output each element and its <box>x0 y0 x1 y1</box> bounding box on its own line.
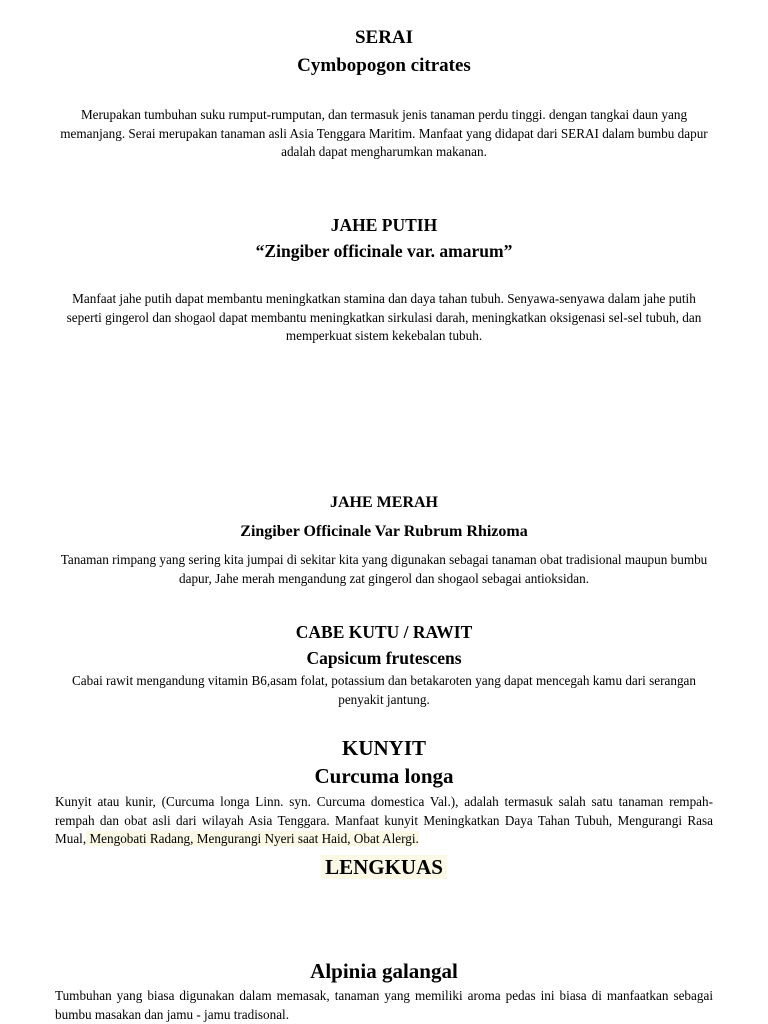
lengkuas-title: LENGKUAS <box>321 855 447 879</box>
serai-description: Merupakan tumbuhan suku rumput-rumputan, dan termasuk jenis tanaman perdu tinggi. dengan tangkai daun yang memanjang. Serai merupakan tanaman asli Asia Tenggara Maritim. Manfaat yang didapat dari SERAI dalam bumbu dapur adalah dapat mengharumkan makanan. <box>60 107 708 159</box>
jahe-putih-title: JAHE PUTIH <box>330 215 438 235</box>
jahe-putih-description: Manfaat jahe putih dapat membantu meningkatkan stamina dan daya tahan tubuh. Senyawa-senyawa dalam jahe putih seperti gingerol dan shogaol dapat membantu meningkatkan sirkulasi darah, meningkatkan oksigenasi sel-sel tubuh, dan memperkuat sistem kekebalan tubuh. <box>66 291 702 343</box>
cabe-latin-name: Capsicum frutescens <box>306 648 462 668</box>
kunyit-description <box>55 793 713 849</box>
kunyit-latin-name: Curcuma longa <box>314 764 454 788</box>
kunyit-description-highlighted: Mengobati Radang, Mengurangi Nyeri saat Haid, Obat Alergi. <box>86 831 419 846</box>
kunyit-title: KUNYIT <box>341 736 426 760</box>
cabe-description: Cabai rawit mengandung vitamin B6,asam folat, potassium dan betakaroten yang dapat mencegah kamu dari serangan penyakit jantung. <box>71 673 696 707</box>
cabe-title: CABE KUTU / RAWIT <box>295 622 473 642</box>
serai-latin-name: Cymbopogon citrates <box>297 55 471 76</box>
lengkuas-title-wrapper <box>0 855 768 880</box>
jahe-merah-description: Tanaman rimpang yang sering kita jumpai di sekitar kita yang digunakan sebagai tanaman obat tradisional maupun bumbu dapur, Jahe merah mengandung zat gingerol dan shogaol sebagai antioksidan. <box>60 552 708 586</box>
jahe-putih-latin-name: “Zingiber officinale var. amarum” <box>255 241 513 261</box>
jahe-merah-title: JAHE MERAH <box>330 494 438 511</box>
lengkuas-latin-name: Alpinia galangal <box>310 959 458 983</box>
serai-title: SERAI <box>354 27 414 48</box>
jahe-merah-latin-name: Zingiber Officinale Var Rubrum Rhizoma <box>240 523 528 540</box>
kunyit-description-main: Kunyit atau kunir, (Curcuma longa Linn. syn. Curcuma domestica Val.), adalah termasuk salah satu tanaman rempah-rempah dan obat asli dari wilayah Asia Tenggara. Manfaat kunyit Meningkatkan Daya Tahan Tubuh, Mengurangi Rasa Mual, <box>55 794 713 846</box>
lengkuas-description: Tumbuhan yang biasa digunakan dalam memasak, tanaman yang memiliki aroma pedas ini biasa di manfaatkan sebagai bumbu masakan dan jamu - jamu tradisonal. <box>55 988 713 1022</box>
